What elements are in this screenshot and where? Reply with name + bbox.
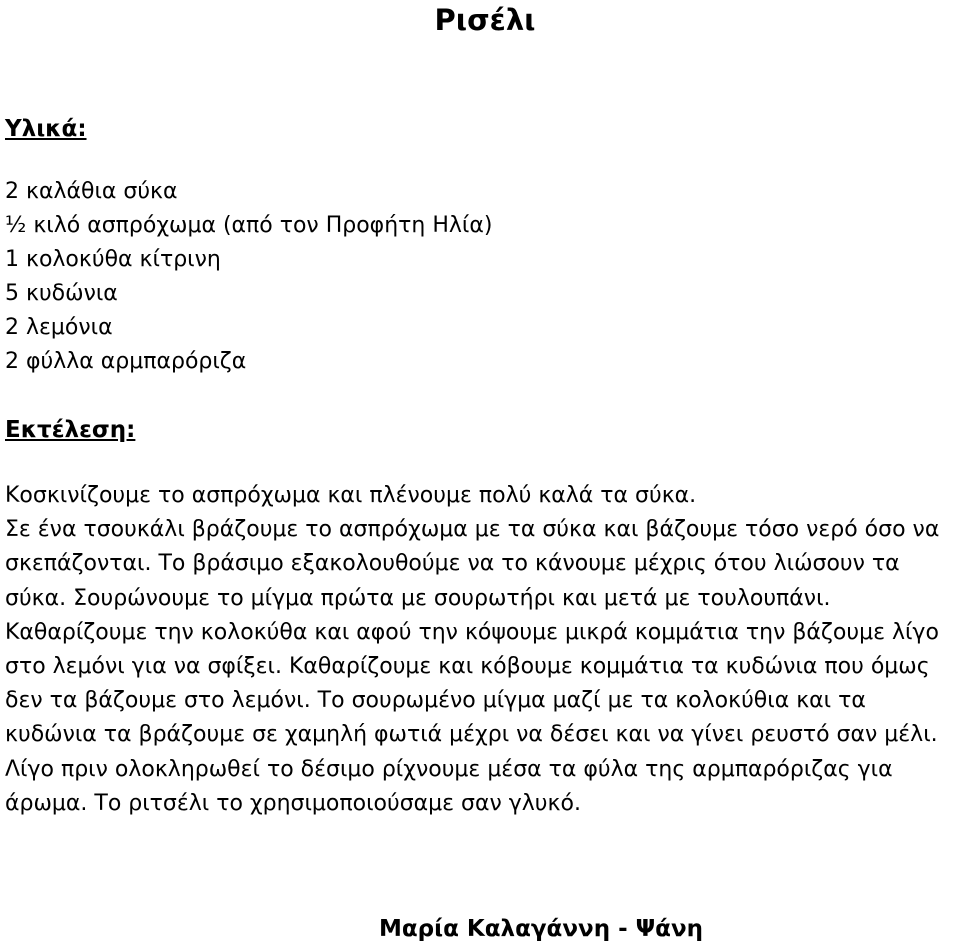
ingredient-item: 2 καλάθια σύκα [5, 179, 178, 204]
ingredient-item: ½ κιλό ασπρόχωμα (από τον Προφήτη Ηλία) [5, 213, 493, 238]
method-paragraph: Λίγο πριν ολοκληρωθεί το δέσιμο ρίχνουμε μέσα τα φύλα της αρμπαρόριζας για άρωμα. Το ριτσέλι το χρησιμοποιούσαμε σαν γλυκό. [5, 756, 893, 816]
ingredients-heading: Υλικά: [5, 116, 87, 142]
method-text [5, 479, 960, 821]
method-paragraph: Κοσκινίζουμε το ασπρόχωμα και πλένουμε πολύ καλά τα σύκα. [5, 483, 697, 508]
recipe-title: Ρισέλι [434, 3, 536, 37]
ingredient-item: 2 λεμόνια [5, 315, 113, 340]
author-signature: Μαρία Καλαγάννη - Ψάνη [378, 916, 704, 942]
method-paragraph: Καθαρίζουμε την κολοκύθα και αφού την κόψουμε μικρά κομμάτια την βάζουμε λίγο στο λεμόνι για να σφίξει. Καθαρίζουμε και κόβουμε κομμάτια τα κυδώνια που όμως δεν τα βάζουμε στο λεμόνι. Το σουρωμένο μίγμα μαζί με τα κολοκύθια και τα κυδώνια τα βράζουμε σε χαμηλή φωτιά μέχρι να δέσει και να γίνει ρευστό σαν μέλι. [5, 619, 939, 748]
method-paragraph: Σε ένα τσουκάλι βράζουμε το ασπρόχωμα με τα σύκα και βάζουμε τόσο νερό όσο να σκεπάζονται. Το βράσιμο εξακολουθούμε να το κάνουμε μέχρις ότου λιώσουν τα σύκα. Σουρώνουμε το μίγμα πρώτα με σουρωτήρι και μετά με τουλουπάνι. [5, 517, 940, 611]
ingredient-item: 1 κολοκύθα κίτρινη [5, 247, 221, 272]
ingredient-item: 5 κυδώνια [5, 281, 118, 306]
method-heading: Εκτέλεση: [5, 417, 136, 443]
ingredients-list [5, 175, 492, 379]
ingredient-item: 2 φύλλα αρμπαρόριζα [5, 349, 247, 374]
